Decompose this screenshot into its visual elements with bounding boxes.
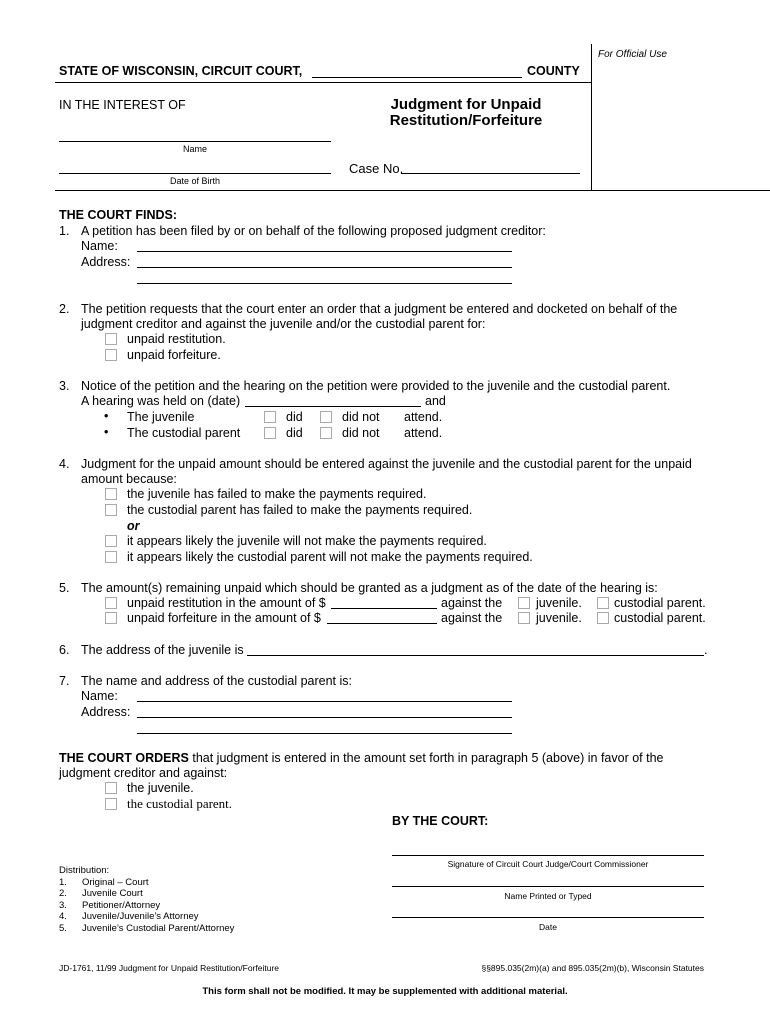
p7-name-label: Name: <box>81 689 118 703</box>
parent-attend-label: attend. <box>404 426 443 440</box>
court-line-underline <box>55 82 591 83</box>
parent-name-field[interactable] <box>137 701 512 702</box>
distribution-heading: Distribution: <box>59 865 110 876</box>
list-item-text: Petitioner/Attorney <box>82 899 161 911</box>
juvenile-failed-label: the juvenile has failed to make the payments required. <box>127 487 427 501</box>
list-item <box>59 911 234 923</box>
or-label: or <box>127 519 140 533</box>
restitution-against-label: against the <box>441 596 503 610</box>
orders-text2: judgment creditor and against: <box>59 766 228 780</box>
list-item-number: 1. <box>59 876 67 888</box>
restitution-juvenile-checkbox[interactable] <box>518 597 530 609</box>
parent-failed-checkbox[interactable] <box>105 504 117 516</box>
p5-number: 5. <box>59 581 70 595</box>
printed-name-field[interactable] <box>392 886 704 887</box>
creditor-name-field[interactable] <box>137 251 512 252</box>
p4-line2: amount because: <box>81 472 177 486</box>
name-label: Name <box>182 144 207 154</box>
form-title-line2: Restitution/Forfeiture <box>389 112 543 129</box>
list-item <box>59 877 234 889</box>
p1-number: 1. <box>59 224 70 238</box>
list-item-number: 3. <box>59 899 67 911</box>
form-notice: This form shall not be modified. It may be supplemented with additional material. <box>202 986 568 997</box>
date-field[interactable] <box>392 917 704 918</box>
orders-line1 <box>59 751 663 765</box>
list-item-number: 4. <box>59 911 67 922</box>
forfeiture-parent-checkbox[interactable] <box>597 612 609 624</box>
unpaid-restitution-checkbox[interactable] <box>105 333 117 345</box>
parent-unlikely-label: it appears likely the custodial parent will not make the payments required. <box>127 550 533 564</box>
juvenile-did-label: did <box>286 410 303 424</box>
by-the-court: BY THE COURT: <box>392 814 489 828</box>
p6-end: . <box>704 643 708 657</box>
juvenile-unlikely-checkbox[interactable] <box>105 535 117 547</box>
printed-name-label: Name Printed or Typed <box>504 891 592 901</box>
restitution-juvenile-label: juvenile. <box>536 596 582 610</box>
p1-name-label: Name: <box>81 239 118 253</box>
order-juvenile-label: the juvenile. <box>127 781 194 795</box>
order-juvenile-checkbox[interactable] <box>105 782 117 794</box>
p2-number: 2. <box>59 302 70 316</box>
unpaid-restitution-label: unpaid restitution. <box>127 332 226 346</box>
findings-heading: THE COURT FINDS: <box>59 208 178 222</box>
parent-address-field-1[interactable] <box>137 717 512 718</box>
signature-field[interactable] <box>392 855 704 856</box>
forfeiture-amount-checkbox[interactable] <box>105 612 117 624</box>
header-divider <box>55 190 770 191</box>
list-item <box>59 888 234 900</box>
forfeiture-parent-label: custodial parent. <box>614 611 706 625</box>
case-no-field[interactable] <box>401 173 580 174</box>
creditor-address-field-1[interactable] <box>137 267 512 268</box>
restitution-amount-label: unpaid restitution in the amount of $ <box>127 596 326 610</box>
bullet-juvenile: • <box>104 409 109 423</box>
creditor-address-field-2[interactable] <box>137 283 512 284</box>
forfeiture-against-label: against the <box>441 611 503 625</box>
signature-label: Signature of Circuit Court Judge/Court Commissioner <box>447 859 649 869</box>
case-no-label: Case No. <box>349 161 404 176</box>
forfeiture-amount-field[interactable] <box>327 623 437 624</box>
forfeiture-juvenile-label: juvenile. <box>536 611 582 625</box>
juvenile-did-not-label: did not <box>342 410 380 424</box>
order-parent-label: the custodial parent. <box>127 796 233 811</box>
list-item-number: 5. <box>59 922 67 934</box>
juvenile-failed-checkbox[interactable] <box>105 488 117 500</box>
county-field[interactable] <box>312 77 522 78</box>
list-item-text: Juvenile Court <box>82 888 143 899</box>
parent-did-not-checkbox[interactable] <box>320 427 332 439</box>
juvenile-attend-label: attend. <box>404 410 443 424</box>
orders-heading: THE COURT ORDERS <box>59 751 189 765</box>
p3-line1: Notice of the petition and the hearing on the petition were provided to the juvenile and the custodial parent. <box>81 379 671 393</box>
dob-field[interactable] <box>59 173 331 174</box>
p6-number: 6. <box>59 643 70 657</box>
list-item-text: Juvenile/Juvenile’s Attorney <box>82 911 199 922</box>
restitution-amount-field[interactable] <box>331 608 437 609</box>
list-item-text: Original – Court <box>82 876 149 888</box>
forfeiture-amount-label: unpaid forfeiture in the amount of $ <box>127 611 321 625</box>
list-item <box>59 900 234 912</box>
p1-text: A petition has been filed by or on behalf of the following proposed judgment creditor: <box>81 224 546 238</box>
official-use-label: For Official Use <box>598 49 667 60</box>
statutes: §§895.035(2m)(a) and 895.035(2m)(b), Wisconsin Statutes <box>481 963 704 973</box>
juvenile-did-checkbox[interactable] <box>264 411 276 423</box>
hearing-date-field[interactable] <box>245 406 421 407</box>
p6-text: The address of the juvenile is <box>81 643 244 657</box>
parent-did-not-label: did not <box>342 426 380 440</box>
dob-label: Date of Birth <box>169 176 221 186</box>
p5-line1: The amount(s) remaining unpaid which should be granted as a judgment as of the date of the hearing is: <box>81 581 658 595</box>
list-item <box>59 923 234 935</box>
form-id: JD-1761, 11/99 Judgment for Unpaid Restitution/Forfeiture <box>59 963 280 973</box>
unpaid-forfeiture-checkbox[interactable] <box>105 349 117 361</box>
juvenile-did-not-checkbox[interactable] <box>320 411 332 423</box>
attendance-parent-label: The custodial parent <box>127 426 241 440</box>
parent-unlikely-checkbox[interactable] <box>105 551 117 563</box>
p1-address-label: Address: <box>81 255 131 269</box>
court-line-suffix: COUNTY <box>527 64 580 78</box>
hearing-date-prefix: A hearing was held on (date) <box>81 394 241 408</box>
hearing-date-suffix: and <box>425 394 446 408</box>
parent-did-label: did <box>286 426 303 440</box>
court-line-prefix: STATE OF WISCONSIN, CIRCUIT COURT, <box>59 64 303 78</box>
p2-line1: The petition requests that the court enter an order that a judgment be entered and docketed on behalf of the <box>81 302 678 316</box>
parent-failed-label: the custodial parent has failed to make the payments required. <box>127 503 473 517</box>
restitution-amount-checkbox[interactable] <box>105 597 117 609</box>
forfeiture-juvenile-checkbox[interactable] <box>518 612 530 624</box>
p4-line1: Judgment for the unpaid amount should be entered against the juvenile and the custodial parent for the unpaid <box>81 457 692 471</box>
parent-did-checkbox[interactable] <box>264 427 276 439</box>
list-item-number: 2. <box>59 888 67 899</box>
orders-text1: that judgment is entered in the amount set forth in paragraph 5 (above) in favor of the <box>192 751 664 765</box>
date-label: Date <box>539 922 557 932</box>
p7-text: The name and address of the custodial parent is: <box>81 674 352 688</box>
unpaid-forfeiture-label: unpaid forfeiture. <box>127 348 221 362</box>
parent-address-field-2[interactable] <box>137 733 512 734</box>
restitution-parent-label: custodial parent. <box>614 596 706 610</box>
bullet-parent: • <box>104 425 109 439</box>
p7-address-label: Address: <box>81 705 131 719</box>
juvenile-address-field[interactable] <box>247 655 704 656</box>
in-interest-label: IN THE INTEREST OF <box>59 98 186 112</box>
p4-number: 4. <box>59 457 70 471</box>
distribution-list <box>59 865 234 934</box>
juvenile-unlikely-label: it appears likely the juvenile will not make the payments required. <box>127 534 487 548</box>
juvenile-name-field[interactable] <box>59 141 331 142</box>
attendance-juvenile-label: The juvenile <box>127 410 195 424</box>
p7-number: 7. <box>59 674 70 688</box>
restitution-parent-checkbox[interactable] <box>597 597 609 609</box>
official-use-box <box>591 44 770 191</box>
order-parent-checkbox[interactable] <box>105 798 117 810</box>
form-title-line1: Judgment for Unpaid <box>390 96 542 113</box>
p2-line2: judgment creditor and against the juvenile and/or the custodial parent for: <box>81 317 486 331</box>
p3-number: 3. <box>59 379 70 393</box>
list-item-text: Juvenile’s Custodial Parent/Attorney <box>82 922 235 934</box>
